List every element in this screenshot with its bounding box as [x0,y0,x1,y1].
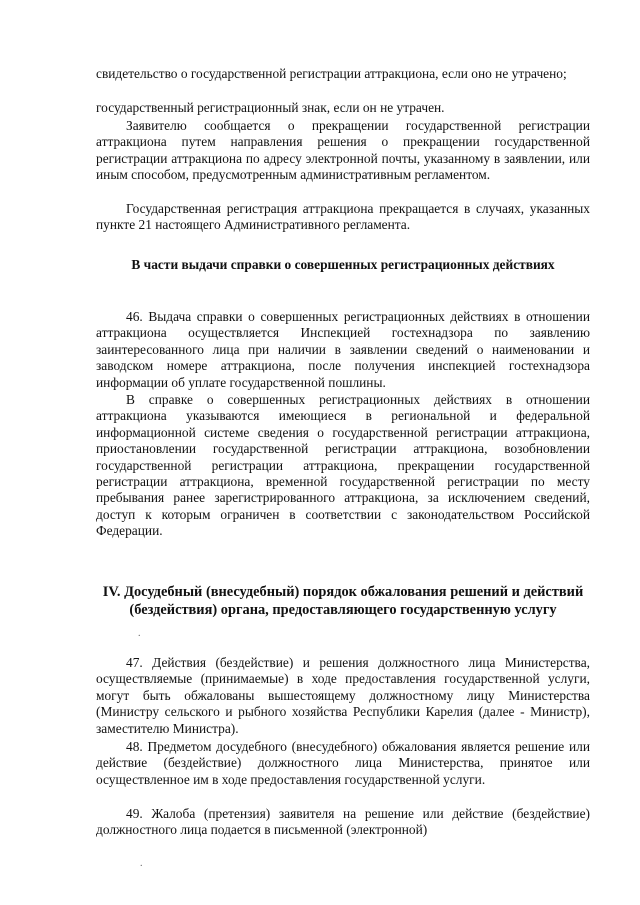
paragraph-46: 46. Выдача справки о совершенных регистрационных действиях в отношении аттракциона осуществляется Инспекцией гостехнадзора по заявлению заинтересованного лица при наличии в заявлении сведений о наименовании и заводском номере аттракциона, после получения инспекцией гостехнадзора информации об уплате государственной пошлины. [96,309,590,390]
paragraph-notification: Заявителю сообщается о прекращении государственной регистрации аттракциона путем направления решения о прекращении государственной регистрации аттракциона по адресу электронной почты, указанному в заявлении, или иным способом, предусмотренным административным регламентом. [96,118,590,183]
paragraph-49: 49. Жалоба (претензия) заявителя на решение или действие (бездействие) должностного лица подается в письменной (электронной) [96,806,590,838]
paragraph-sign: государственный регистрационный знак, если он не утрачен. [96,100,445,115]
paragraph-certificate-contents: В справке о совершенных регистрационных действиях в отношении аттракциона указываются имеющиеся в региональной и федеральной информационной системе сведения о государственной регистрации аттракциона, приостановлении государственной регистрации аттракциона, возобновлении государственной регистрации аттракциона, прекращении государственной регистрации аттракциона, временной государственной регистрации по месту пребывания ранее зарегистрированного аттракциона, за исключением сведений, доступ к которым ограничен в соответствии с законодательством Российской Федерации. [96,392,590,539]
paragraph-certificate: свидетельство о государственной регистрации аттракциона, если оно не утрачено; [96,66,567,81]
paragraph-47: 47. Действия (бездействие) и решения должностного лица Министерства, осуществляемые (принимаемые) в ходе предоставления государственной услуги, могут быть обжалованы вышестоящему должностному лицу Министерства (Министру сельского и рыбного хозяйства Республики Карелия (далее - Министр), заместителю Министра). [96,655,590,736]
paragraph-termination: Государственная регистрация аттракциона прекращается в случаях, указанных пункте 21 настоящего Административного регламента. [96,201,590,233]
scan-speck: . [138,628,141,639]
chapter-heading-iv: IV. Досудебный (внесудебный) порядок обжалования решений и действий (бездействия) органа, предоставляющего государственную услугу [102,584,584,618]
scan-speck: . [140,858,143,869]
paragraph-48: 48. Предметом досудебного (внесудебного) обжалования является решение или действие (бездействие) должностного лица Министерства, принятое или осуществленное им в ходе предоставления государственной услуги. [96,739,590,787]
section-heading-certificate: В части выдачи справки о совершенных регистрационных действиях [131,257,555,272]
